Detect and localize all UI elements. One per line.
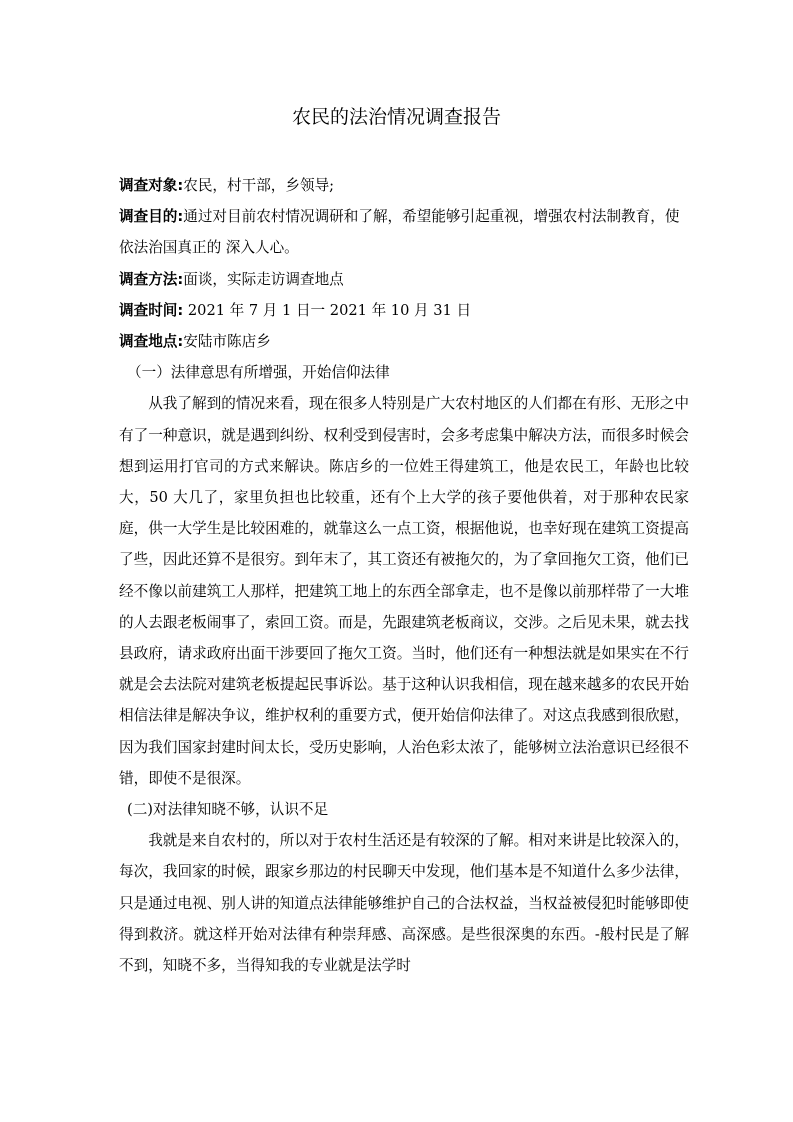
report-body <box>119 170 689 981</box>
field-survey-subject <box>119 170 689 201</box>
field-value: 通过对目前农村情况调研和了解，希望能够引起重视，增强农村法制教育，使依法治国真正的 深入人心。 <box>119 208 680 257</box>
section-heading: (二)对法律知晓不够，认识不足 <box>127 801 329 819</box>
section-heading: （一）法律意思有所增强，开始信仰法律 <box>127 364 390 382</box>
field-survey-time <box>119 295 689 326</box>
field-label: 调查方法 <box>119 270 178 288</box>
section-paragraph: 从我了解到的情况来看，现在很多人特别是广大农村地区的人们都在有形、无形之中有了一种意识，就是遇到纠纷、权利受到侵害时，会多考虑集中解决方法，而很多时候会想到运用打官司的方式来解诀。陈店乡的一位姓王得建筑工，他是农民工，年龄也比较大，50 大几了，家里负担也比较重，还有个上大学的孩子要他供着，对于那种农民家庭，供一大学生是比较困难的，就靠这么一点工资，根据他说，也幸好现在建筑工资提高了些，因此还算不是很穷。到年末了，其工资还有被拖欠的，为了拿回拖欠工资，他们已经不像以前建筑工人那样，把建筑工地上的东西全部拿走，也不是像以前那样带了一大堆的人去跟老板闹事了，索回工资。而是，先跟建筑老板商议，交涉。之后见未果，就去找县政府，请求政府出面干涉要回了拖欠工资。当时，他们还有一种想法就是如果实在不行就是会去法院对建筑老板提起民事诉讼。基于这种认识我相信，现在越来越多的农民开始相信法律是解决争议，维护权利的重要方式，便开始信仰法律了。对这点我感到很欣慰，因为我们国家封建时间太长，受历史影响，人治色彩太浓了，能够树立法治意识已经很不错，即使不是很深。 <box>119 395 689 787</box>
field-separator: : <box>177 333 184 351</box>
field-value: 安陆市陈店乡 <box>183 333 271 351</box>
field-value: 2021 年 7 月 1 日一 2021 年 10 月 31 日 <box>183 301 472 319</box>
field-separator: : <box>177 270 184 288</box>
field-survey-purpose <box>119 201 689 263</box>
field-separator: : <box>177 208 184 226</box>
field-separator: : <box>177 301 184 319</box>
field-value: 面谈，实际走访调查地点 <box>183 270 344 288</box>
field-label: 调查地点 <box>119 333 178 351</box>
field-label: 调查目的 <box>119 208 178 226</box>
report-title: 农民的法治情况调查报告 <box>291 106 501 128</box>
field-survey-location <box>119 326 689 357</box>
section-paragraph: 我就是来自农村的，所以对于农村生活还是有较深的了解。相对来讲是比较深入的，每次，我回家的时候，跟家乡那边的村民聊天中发现，他们基本是不知道什么多少法律，只是通过电视、别人讲的知道点法律能够维护自己的合法权益，当权益被侵犯时能够即使得到救济。就这样开始对法律有种崇拜感、高深感。是些很深奥的东西。-般村民是了解不到，知晓不多，当得知我的专业就是法学时 <box>119 832 689 975</box>
field-separator: : <box>177 177 184 194</box>
field-value: 农民，村干部，乡领导; <box>183 177 335 194</box>
field-label: 调查对象 <box>119 177 178 194</box>
field-label: 调查时间 <box>119 301 178 319</box>
field-survey-method <box>119 264 689 295</box>
